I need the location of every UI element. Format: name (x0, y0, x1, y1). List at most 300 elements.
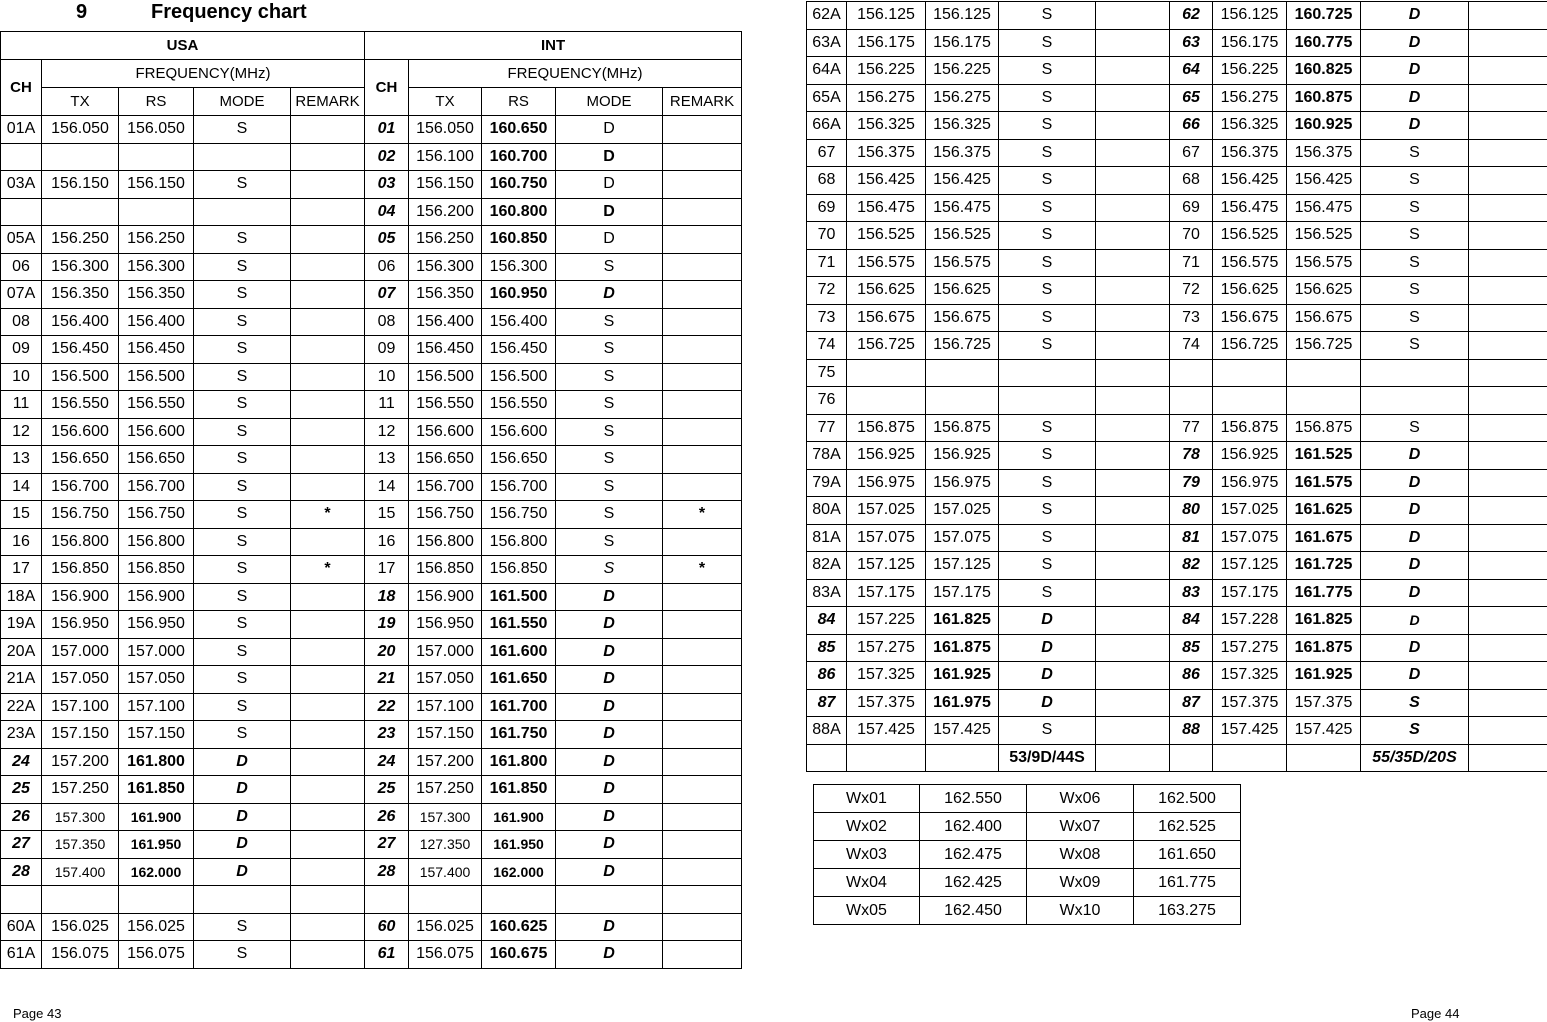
table-cell: 156.225 (847, 57, 926, 85)
table-cell: 68 (1170, 167, 1213, 195)
table-cell: S (194, 611, 291, 639)
table-cell: 160.650 (482, 116, 556, 144)
table-cell: 156.325 (1213, 112, 1287, 140)
table-cell: 161.800 (482, 748, 556, 776)
table-cell: 156.050 (409, 116, 482, 144)
table-cell: S (999, 552, 1096, 580)
table-cell (291, 171, 365, 199)
weather-frequency: 162.475 (920, 841, 1027, 869)
table-cell: 156.850 (119, 556, 194, 584)
table-cell: 156.450 (119, 336, 194, 364)
table-cell (999, 359, 1096, 387)
table-cell: D (556, 776, 663, 804)
table-cell (1469, 332, 1547, 360)
table-cell (291, 611, 365, 639)
table-cell (291, 418, 365, 446)
table-cell (1469, 414, 1547, 442)
table-cell: 161.700 (482, 693, 556, 721)
table-cell: 23A (1, 721, 42, 749)
table-cell: 157.325 (847, 662, 926, 690)
table-cell: 17 (1, 556, 42, 584)
table-cell: 156.975 (847, 469, 926, 497)
int-header: INT (365, 32, 742, 60)
table-cell: 81 (1170, 524, 1213, 552)
table-cell (291, 446, 365, 474)
table-cell: 160.750 (482, 171, 556, 199)
table-cell: 156.250 (119, 226, 194, 254)
table-cell: 156.425 (1287, 167, 1361, 195)
table-cell (1170, 744, 1213, 772)
table-cell: 156.225 (926, 57, 999, 85)
table-row (1, 611, 742, 639)
table-cell: 62A (807, 2, 847, 30)
table-cell: 13 (365, 446, 409, 474)
table-cell (1096, 552, 1170, 580)
table-cell: 157.250 (409, 776, 482, 804)
table-row (807, 304, 1547, 332)
table-cell: 157.425 (1213, 717, 1287, 745)
table-cell: 156.575 (1213, 249, 1287, 277)
table-cell (1469, 469, 1547, 497)
table-cell (194, 143, 291, 171)
table-cell (291, 116, 365, 144)
table-cell: S (1361, 332, 1469, 360)
table-row (807, 689, 1547, 717)
table-cell (663, 886, 742, 914)
table-row (807, 194, 1547, 222)
table-cell: S (194, 446, 291, 474)
table-cell: D (556, 666, 663, 694)
ch-header-usa: CH (1, 60, 42, 116)
table-cell: 16 (1, 528, 42, 556)
table-cell (291, 638, 365, 666)
table-cell: 66A (807, 112, 847, 140)
table-cell: S (999, 57, 1096, 85)
table-cell: D (556, 198, 663, 226)
table-cell: 156.550 (409, 391, 482, 419)
table-cell: 87 (1170, 689, 1213, 717)
table-row (807, 222, 1547, 250)
table-row (1, 418, 742, 446)
table-row (807, 57, 1547, 85)
table-cell: 15 (365, 501, 409, 529)
table-row (807, 497, 1547, 525)
table-cell (1287, 359, 1361, 387)
table-cell: 156.575 (926, 249, 999, 277)
weather-channel: Wx03 (814, 841, 920, 869)
table-cell: 156.175 (926, 29, 999, 57)
table-cell (291, 336, 365, 364)
table-cell (1287, 387, 1361, 415)
table-cell (291, 693, 365, 721)
table-cell: 157.050 (409, 666, 482, 694)
table-cell: 156.600 (409, 418, 482, 446)
table-cell: S (999, 469, 1096, 497)
weather-row (814, 897, 1241, 925)
table-cell: 156.375 (1213, 139, 1287, 167)
table-cell (42, 198, 119, 226)
table-cell (1213, 387, 1287, 415)
table-cell: 156.875 (1213, 414, 1287, 442)
table-cell (663, 116, 742, 144)
table-row (1, 171, 742, 199)
table-cell: S (999, 524, 1096, 552)
table-cell: 27 (1, 831, 42, 859)
table-cell (663, 226, 742, 254)
table-cell: D (1361, 29, 1469, 57)
table-cell: 64A (807, 57, 847, 85)
table-cell: D (556, 858, 663, 886)
table-cell: D (194, 803, 291, 831)
table-cell (663, 858, 742, 886)
table-row (1, 858, 742, 886)
table-cell (663, 611, 742, 639)
table-cell: D (1361, 497, 1469, 525)
table-cell (663, 941, 742, 969)
table-cell: 156.250 (409, 226, 482, 254)
table-cell: 156.525 (1213, 222, 1287, 250)
table-cell: D (1361, 579, 1469, 607)
table-cell (194, 198, 291, 226)
table-cell: 74 (807, 332, 847, 360)
table-cell: 157.425 (1287, 717, 1361, 745)
mode-header-usa: MODE (194, 88, 291, 116)
table-cell: S (194, 941, 291, 969)
weather-channel: Wx08 (1027, 841, 1134, 869)
table-cell: D (1361, 469, 1469, 497)
table-cell: 156.500 (482, 363, 556, 391)
table-cell: D (1361, 634, 1469, 662)
table-cell: 02 (365, 143, 409, 171)
table-cell: D (556, 171, 663, 199)
left-table-body (1, 116, 742, 969)
table-cell: 19 (365, 611, 409, 639)
table-cell: 156.975 (926, 469, 999, 497)
table-cell: 156.125 (926, 2, 999, 30)
table-cell (1096, 689, 1170, 717)
table-cell: 156.925 (1213, 442, 1287, 470)
table-cell (291, 721, 365, 749)
table-cell: 161.925 (926, 662, 999, 690)
table-row (1, 803, 742, 831)
table-row (1, 556, 742, 584)
table-cell (926, 387, 999, 415)
table-cell: 85 (807, 634, 847, 662)
table-cell (1469, 112, 1547, 140)
table-cell (663, 363, 742, 391)
table-cell (1361, 359, 1469, 387)
table-cell (847, 359, 926, 387)
table-cell (482, 886, 556, 914)
table-cell (1096, 167, 1170, 195)
table-cell: 156.950 (119, 611, 194, 639)
table-cell: S (999, 497, 1096, 525)
table-cell (663, 418, 742, 446)
table-cell: S (194, 116, 291, 144)
table-row (1, 886, 742, 914)
table-cell: 156.025 (409, 913, 482, 941)
table-cell (119, 198, 194, 226)
table-cell (291, 253, 365, 281)
table-cell (291, 666, 365, 694)
table-row (1, 336, 742, 364)
table-cell: S (194, 638, 291, 666)
table-cell: 161.525 (1287, 442, 1361, 470)
table-cell: 156.550 (119, 391, 194, 419)
table-cell: 156.800 (409, 528, 482, 556)
table-cell: 157.300 (42, 803, 119, 831)
table-cell: 156.750 (482, 501, 556, 529)
table-cell: 67 (807, 139, 847, 167)
table-cell: 80A (807, 497, 847, 525)
table-row (1, 198, 742, 226)
table-row (1, 226, 742, 254)
table-cell: 156.525 (847, 222, 926, 250)
table-cell: S (556, 391, 663, 419)
weather-frequency: 162.450 (920, 897, 1027, 925)
table-cell: 160.725 (1287, 2, 1361, 30)
table-cell: 156.675 (847, 304, 926, 332)
weather-channel: Wx01 (814, 785, 920, 813)
table-row (807, 524, 1547, 552)
table-cell (1170, 387, 1213, 415)
table-cell: 156.175 (847, 29, 926, 57)
table-cell: 161.625 (1287, 497, 1361, 525)
table-cell: 161.875 (926, 634, 999, 662)
table-cell: 157.425 (847, 717, 926, 745)
table-cell: 01 (365, 116, 409, 144)
table-cell: 157.050 (42, 666, 119, 694)
table-cell: 161.750 (482, 721, 556, 749)
table-cell: 79 (1170, 469, 1213, 497)
table-cell (291, 858, 365, 886)
usa-header: USA (1, 32, 365, 60)
table-row (1, 941, 742, 969)
table-cell: 157.000 (119, 638, 194, 666)
table-cell (1469, 167, 1547, 195)
table-cell: 66 (1170, 112, 1213, 140)
table-row (1, 748, 742, 776)
table-cell: 156.925 (847, 442, 926, 470)
freq-header-usa: FREQUENCY(MHz) (42, 60, 365, 88)
table-cell: 161.675 (1287, 524, 1361, 552)
table-cell (291, 528, 365, 556)
weather-channel-table (813, 784, 1241, 925)
table-cell: 157.400 (42, 858, 119, 886)
weather-row (814, 785, 1241, 813)
table-cell: 83 (1170, 579, 1213, 607)
table-cell: S (194, 171, 291, 199)
table-cell: S (194, 721, 291, 749)
table-cell (291, 473, 365, 501)
table-cell: 156.975 (1213, 469, 1287, 497)
table-cell: 157.375 (1213, 689, 1287, 717)
table-cell: 26 (1, 803, 42, 831)
table-cell: 157.200 (42, 748, 119, 776)
table-cell: 156.375 (1287, 139, 1361, 167)
table-cell: S (194, 583, 291, 611)
table-cell: 156.275 (1213, 84, 1287, 112)
table-row (807, 387, 1547, 415)
table-cell: 156.100 (409, 143, 482, 171)
table-cell: 161.900 (119, 803, 194, 831)
table-cell (291, 886, 365, 914)
table-cell: 157.175 (926, 579, 999, 607)
table-cell: 161.950 (482, 831, 556, 859)
table-cell: 157.100 (119, 693, 194, 721)
table-cell: 156.750 (409, 501, 482, 529)
table-cell: D (556, 611, 663, 639)
table-cell: S (194, 308, 291, 336)
table-cell (1, 143, 42, 171)
table-cell: 157.075 (926, 524, 999, 552)
table-cell: 26 (365, 803, 409, 831)
table-cell: S (1361, 689, 1469, 717)
table-cell: S (556, 336, 663, 364)
table-cell: * (663, 501, 742, 529)
table-cell: 82A (807, 552, 847, 580)
table-cell: D (556, 583, 663, 611)
table-cell: 161.850 (482, 776, 556, 804)
table-cell: S (556, 253, 663, 281)
table-cell: S (556, 501, 663, 529)
remark-header-int: REMARK (663, 88, 742, 116)
table-cell: 156.500 (119, 363, 194, 391)
table-cell: S (999, 194, 1096, 222)
table-cell: S (556, 556, 663, 584)
table-cell (1096, 194, 1170, 222)
table-cell: 160.775 (1287, 29, 1361, 57)
table-cell: 157.075 (1213, 524, 1287, 552)
table-cell: 60A (1, 913, 42, 941)
table-cell: S (1361, 277, 1469, 305)
table-cell: 161.825 (926, 607, 999, 635)
table-cell: 156.300 (119, 253, 194, 281)
table-cell: 157.150 (409, 721, 482, 749)
table-cell: 87 (807, 689, 847, 717)
table-row (1, 831, 742, 859)
table-cell: 156.425 (926, 167, 999, 195)
table-cell (663, 776, 742, 804)
table-cell: 79A (807, 469, 847, 497)
table-cell: S (194, 556, 291, 584)
table-cell: 156.625 (1213, 277, 1287, 305)
table-row (1, 666, 742, 694)
table-cell (1287, 744, 1361, 772)
table-cell: 161.950 (119, 831, 194, 859)
table-cell: D (556, 693, 663, 721)
table-cell: 156.375 (847, 139, 926, 167)
table-cell: 61 (365, 941, 409, 969)
table-cell: 157.125 (926, 552, 999, 580)
table-cell: S (999, 332, 1096, 360)
table-cell: 03A (1, 171, 42, 199)
table-row (1, 776, 742, 804)
table-cell: S (1361, 717, 1469, 745)
table-cell: S (194, 528, 291, 556)
table-cell: 06 (1, 253, 42, 281)
weather-row (814, 869, 1241, 897)
table-cell (1469, 84, 1547, 112)
table-cell (663, 913, 742, 941)
table-cell: 157.325 (1213, 662, 1287, 690)
table-cell: S (999, 139, 1096, 167)
table-cell: S (194, 418, 291, 446)
table-cell (1469, 524, 1547, 552)
table-cell: 18A (1, 583, 42, 611)
table-cell: D (999, 607, 1096, 635)
table-cell: 160.850 (482, 226, 556, 254)
table-cell (291, 583, 365, 611)
table-cell: 156.125 (847, 2, 926, 30)
table-cell (847, 744, 926, 772)
table-cell: 156.725 (926, 332, 999, 360)
rs-header-int: RS (482, 88, 556, 116)
table-row (807, 249, 1547, 277)
table-cell: * (663, 556, 742, 584)
table-cell: 156.625 (1287, 277, 1361, 305)
table-cell (291, 803, 365, 831)
table-row (807, 29, 1547, 57)
table-cell: 17 (365, 556, 409, 584)
table-row (1, 446, 742, 474)
table-cell (42, 886, 119, 914)
table-cell (1469, 249, 1547, 277)
table-cell: S (1361, 194, 1469, 222)
table-cell: 157.050 (119, 666, 194, 694)
table-row (1, 116, 742, 144)
table-cell: 156.025 (42, 913, 119, 941)
table-cell (663, 336, 742, 364)
table-cell: 21 (365, 666, 409, 694)
table-cell: 19A (1, 611, 42, 639)
table-row (1, 308, 742, 336)
table-cell: 12 (365, 418, 409, 446)
table-cell (119, 886, 194, 914)
table-cell: 12 (1, 418, 42, 446)
table-cell (1096, 304, 1170, 332)
table-cell: 156.325 (926, 112, 999, 140)
table-cell: 157.200 (409, 748, 482, 776)
table-cell: 88A (807, 717, 847, 745)
table-cell (556, 886, 663, 914)
table-cell: 156.150 (409, 171, 482, 199)
table-cell: S (999, 277, 1096, 305)
table-cell: 156.475 (1287, 194, 1361, 222)
table-cell: 69 (807, 194, 847, 222)
table-cell: 157.400 (409, 858, 482, 886)
table-cell: D (556, 143, 663, 171)
table-cell: S (194, 253, 291, 281)
table-cell: 70 (1170, 222, 1213, 250)
table-cell: 157.375 (847, 689, 926, 717)
table-cell: 156.475 (926, 194, 999, 222)
table-row (807, 607, 1547, 635)
table-cell (1096, 717, 1170, 745)
table-cell: 156.650 (42, 446, 119, 474)
table-cell (663, 473, 742, 501)
table-cell: * (291, 556, 365, 584)
table-cell: 77 (1170, 414, 1213, 442)
table-row (807, 717, 1547, 745)
table-cell: 86 (807, 662, 847, 690)
table-cell: 08 (365, 308, 409, 336)
table-cell: 156.450 (409, 336, 482, 364)
table-cell: 156.350 (119, 281, 194, 309)
table-cell: 84 (807, 607, 847, 635)
table-cell: 61A (1, 941, 42, 969)
table-cell: 156.500 (409, 363, 482, 391)
